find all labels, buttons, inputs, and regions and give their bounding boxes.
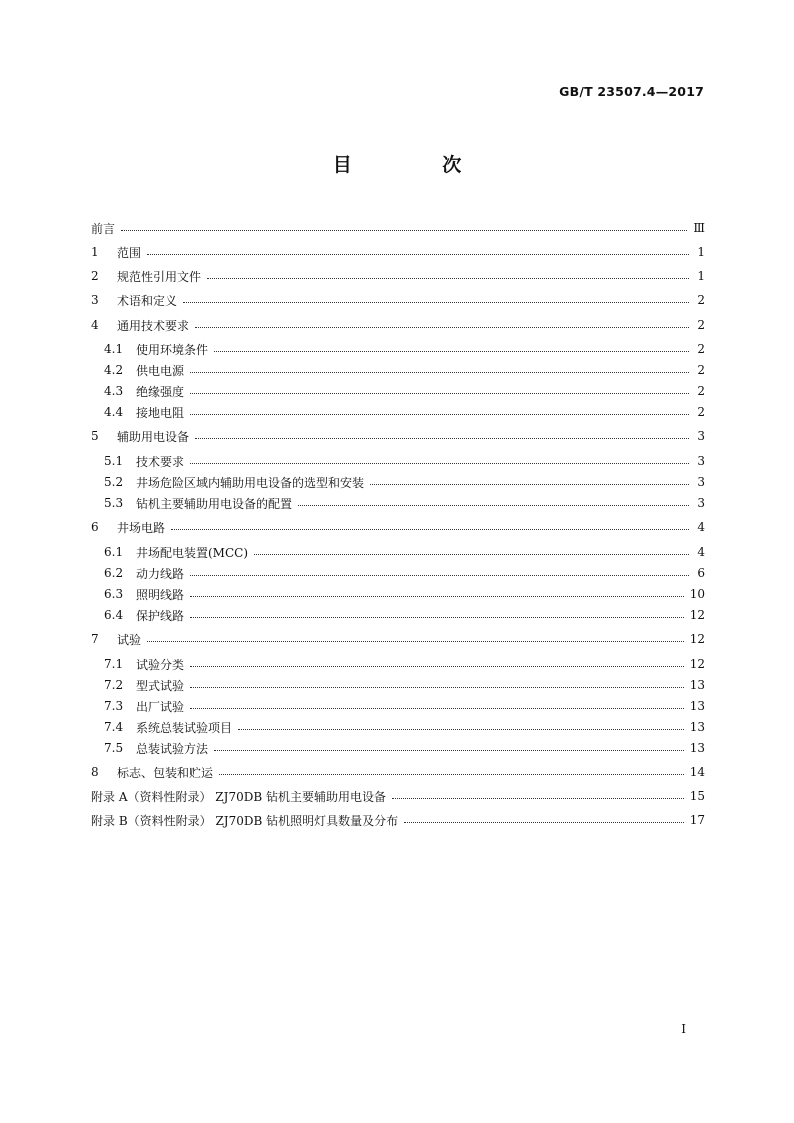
toc-entry-number: 4.2 — [104, 363, 124, 377]
toc-entry-6-2[interactable] — [104, 563, 705, 583]
toc-entry-label: 保护线路 — [136, 608, 185, 623]
dot-leader — [190, 413, 689, 415]
toc-entry-number: 6.1 — [104, 545, 124, 559]
toc-entry-6-3[interactable] — [104, 584, 705, 604]
toc-entry-number: 5.1 — [104, 454, 124, 468]
toc-entry-5[interactable] — [91, 426, 705, 446]
toc-entry-5-3[interactable] — [104, 493, 705, 513]
toc-entry-label: 井场危险区域内辅助用电设备的选型和安装 — [136, 475, 365, 490]
toc-entry-label: 绝缘强度 — [136, 384, 185, 399]
dot-leader — [147, 253, 689, 255]
dot-leader — [190, 595, 684, 597]
toc-entry-label: 规范性引用文件 — [117, 269, 202, 284]
toc-entry-4-3[interactable] — [104, 381, 705, 401]
toc-entry-1[interactable] — [91, 242, 705, 262]
dot-leader — [238, 728, 684, 730]
toc-entry-label: 范围 — [117, 245, 142, 260]
toc-entry-page: 12 — [689, 632, 705, 646]
toc-entry-7[interactable] — [91, 629, 705, 649]
toc-entry-4-2[interactable] — [104, 360, 705, 380]
toc-entry-page: 2 — [697, 363, 705, 377]
toc-entry-6[interactable] — [91, 517, 705, 537]
dot-leader — [190, 392, 689, 394]
toc-entry-label: 总装试验方法 — [136, 741, 209, 756]
toc-entry-number: 4 — [91, 318, 99, 332]
toc-entry-label: 使用环境条件 — [136, 342, 209, 357]
toc-entry-label: 辅助用电设备 — [117, 429, 190, 444]
toc-entry-page: 12 — [689, 657, 705, 671]
toc-entry-page: 3 — [697, 496, 705, 510]
dot-leader — [207, 277, 689, 279]
toc-entry-page: 13 — [689, 741, 705, 755]
toc-entry-number: 7.2 — [104, 678, 124, 692]
toc-entry-page: 15 — [689, 789, 705, 803]
toc-entry-number: 7.4 — [104, 720, 124, 734]
dot-leader — [254, 553, 689, 555]
toc-entry-label: 附录 A（资料性附录） ZJ70DB 钻机主要辅助用电设备 — [91, 789, 386, 804]
page-title: 目 次 — [332, 154, 504, 176]
toc-entry-label: 井场电路 — [117, 520, 166, 535]
toc-entry-label: 出厂试验 — [136, 699, 185, 714]
toc-entry-number: 7.5 — [104, 741, 124, 755]
toc-entry-label: 标志、包装和贮运 — [117, 765, 214, 780]
dot-leader — [121, 229, 687, 231]
toc-entry-page: 3 — [697, 475, 705, 489]
toc-entry-7-2[interactable] — [104, 675, 705, 695]
toc-entry-page: 3 — [697, 429, 705, 443]
toc-entry-page: Ⅲ — [693, 221, 705, 235]
toc-entry-label: 供电电源 — [136, 363, 185, 378]
dot-leader — [219, 773, 684, 775]
toc-entry-4[interactable] — [91, 315, 705, 335]
toc-entry-page: 4 — [697, 520, 705, 534]
toc-entry-page: 1 — [697, 245, 705, 259]
toc-entry-page: 14 — [689, 765, 705, 779]
toc-entry-label: 系统总装试验项目 — [136, 720, 233, 735]
dot-leader — [190, 665, 684, 667]
dot-leader — [370, 483, 689, 485]
toc-entry-number: 4.4 — [104, 405, 124, 419]
toc-entry-number: 6.2 — [104, 566, 124, 580]
toc-entry-number: 8 — [91, 765, 99, 779]
dot-leader — [190, 686, 684, 688]
toc-entry-4-4[interactable] — [104, 402, 705, 422]
toc-entry-page: 6 — [697, 566, 705, 580]
toc-entry-label: 动力线路 — [136, 566, 185, 581]
toc-entry-page: 2 — [697, 342, 705, 356]
dot-leader — [190, 462, 689, 464]
toc-entry-page: 3 — [697, 454, 705, 468]
toc-entry-page: 2 — [697, 384, 705, 398]
dot-leader — [190, 707, 684, 709]
toc-entry-page: 13 — [689, 678, 705, 692]
toc-entry-appendix-b[interactable] — [91, 810, 705, 830]
toc-entry-7-4[interactable] — [104, 717, 705, 737]
toc-entry-number: 5.3 — [104, 496, 124, 510]
toc-entry-page: 1 — [697, 269, 705, 283]
toc-entry-page: 4 — [697, 545, 705, 559]
page-number: I — [681, 1022, 686, 1036]
dot-leader — [195, 437, 689, 439]
dot-leader — [147, 640, 684, 642]
dot-leader — [392, 797, 684, 799]
toc-entry-3[interactable] — [91, 290, 705, 310]
toc-entry-page: 17 — [689, 813, 705, 827]
toc-entry-label: 钻机主要辅助用电设备的配置 — [136, 496, 293, 511]
toc-entry-number: 5.2 — [104, 475, 124, 489]
toc-entry-number: 6 — [91, 520, 99, 534]
toc-entry-page: 10 — [689, 587, 705, 601]
toc-entry-label: 技术要求 — [136, 454, 185, 469]
toc-entry-page: 12 — [689, 608, 705, 622]
dot-leader — [190, 574, 689, 576]
toc-entry-appendix-a[interactable] — [91, 786, 705, 806]
toc-entry-4-1[interactable] — [104, 339, 705, 359]
standard-code: GB/T 23507.4—2017 — [559, 84, 704, 99]
toc-entry-number: 7.3 — [104, 699, 124, 713]
toc-entry-5-2[interactable] — [104, 472, 705, 492]
dot-leader — [190, 616, 684, 618]
toc-entry-2[interactable] — [91, 266, 705, 286]
toc-entry-foreword[interactable] — [91, 218, 705, 238]
dot-leader — [190, 371, 689, 373]
toc-entry-label: 前言 — [91, 221, 116, 236]
toc-entry-label: 试验分类 — [136, 657, 185, 672]
toc-entry-label: 通用技术要求 — [117, 318, 190, 333]
toc-entry-label: 术语和定义 — [117, 293, 178, 308]
dot-leader — [183, 301, 689, 303]
dot-leader — [298, 504, 689, 506]
toc-entry-number: 3 — [91, 293, 99, 307]
dot-leader — [214, 350, 689, 352]
toc-entry-page: 2 — [697, 318, 705, 332]
toc-entry-label: 接地电阻 — [136, 405, 185, 420]
toc-entry-number: 5 — [91, 429, 99, 443]
toc-entry-label: 附录 B（资料性附录） ZJ70DB 钻机照明灯具数量及分布 — [91, 813, 399, 828]
toc-entry-7-5[interactable] — [104, 738, 705, 758]
toc-entry-page: 13 — [689, 699, 705, 713]
toc-entry-number: 7 — [91, 632, 99, 646]
toc-entry-number: 4.3 — [104, 384, 124, 398]
toc-entry-number: 2 — [91, 269, 99, 283]
toc-entry-8[interactable] — [91, 762, 705, 782]
toc-entry-number: 1 — [91, 245, 99, 259]
toc-entry-number: 4.1 — [104, 342, 124, 356]
toc-entry-page: 13 — [689, 720, 705, 734]
toc-entry-page: 2 — [697, 293, 705, 307]
dot-leader — [171, 528, 689, 530]
toc-entry-number: 7.1 — [104, 657, 124, 671]
toc-entry-label: 型式试验 — [136, 678, 185, 693]
toc-entry-label: 照明线路 — [136, 587, 185, 602]
toc-entry-7-1[interactable] — [104, 654, 705, 674]
toc-entry-label: 试验 — [117, 632, 142, 647]
toc-entry-5-1[interactable] — [104, 451, 705, 471]
toc-entry-label: 井场配电装置(MCC) — [136, 545, 249, 560]
toc-entry-6-4[interactable] — [104, 605, 705, 625]
toc-entry-7-3[interactable] — [104, 696, 705, 716]
dot-leader — [404, 821, 684, 823]
dot-leader — [214, 749, 684, 751]
toc-entry-number: 6.4 — [104, 608, 124, 622]
toc-entry-6-1[interactable] — [104, 542, 705, 562]
dot-leader — [195, 326, 689, 328]
toc-entry-page: 2 — [697, 405, 705, 419]
toc-entry-number: 6.3 — [104, 587, 124, 601]
